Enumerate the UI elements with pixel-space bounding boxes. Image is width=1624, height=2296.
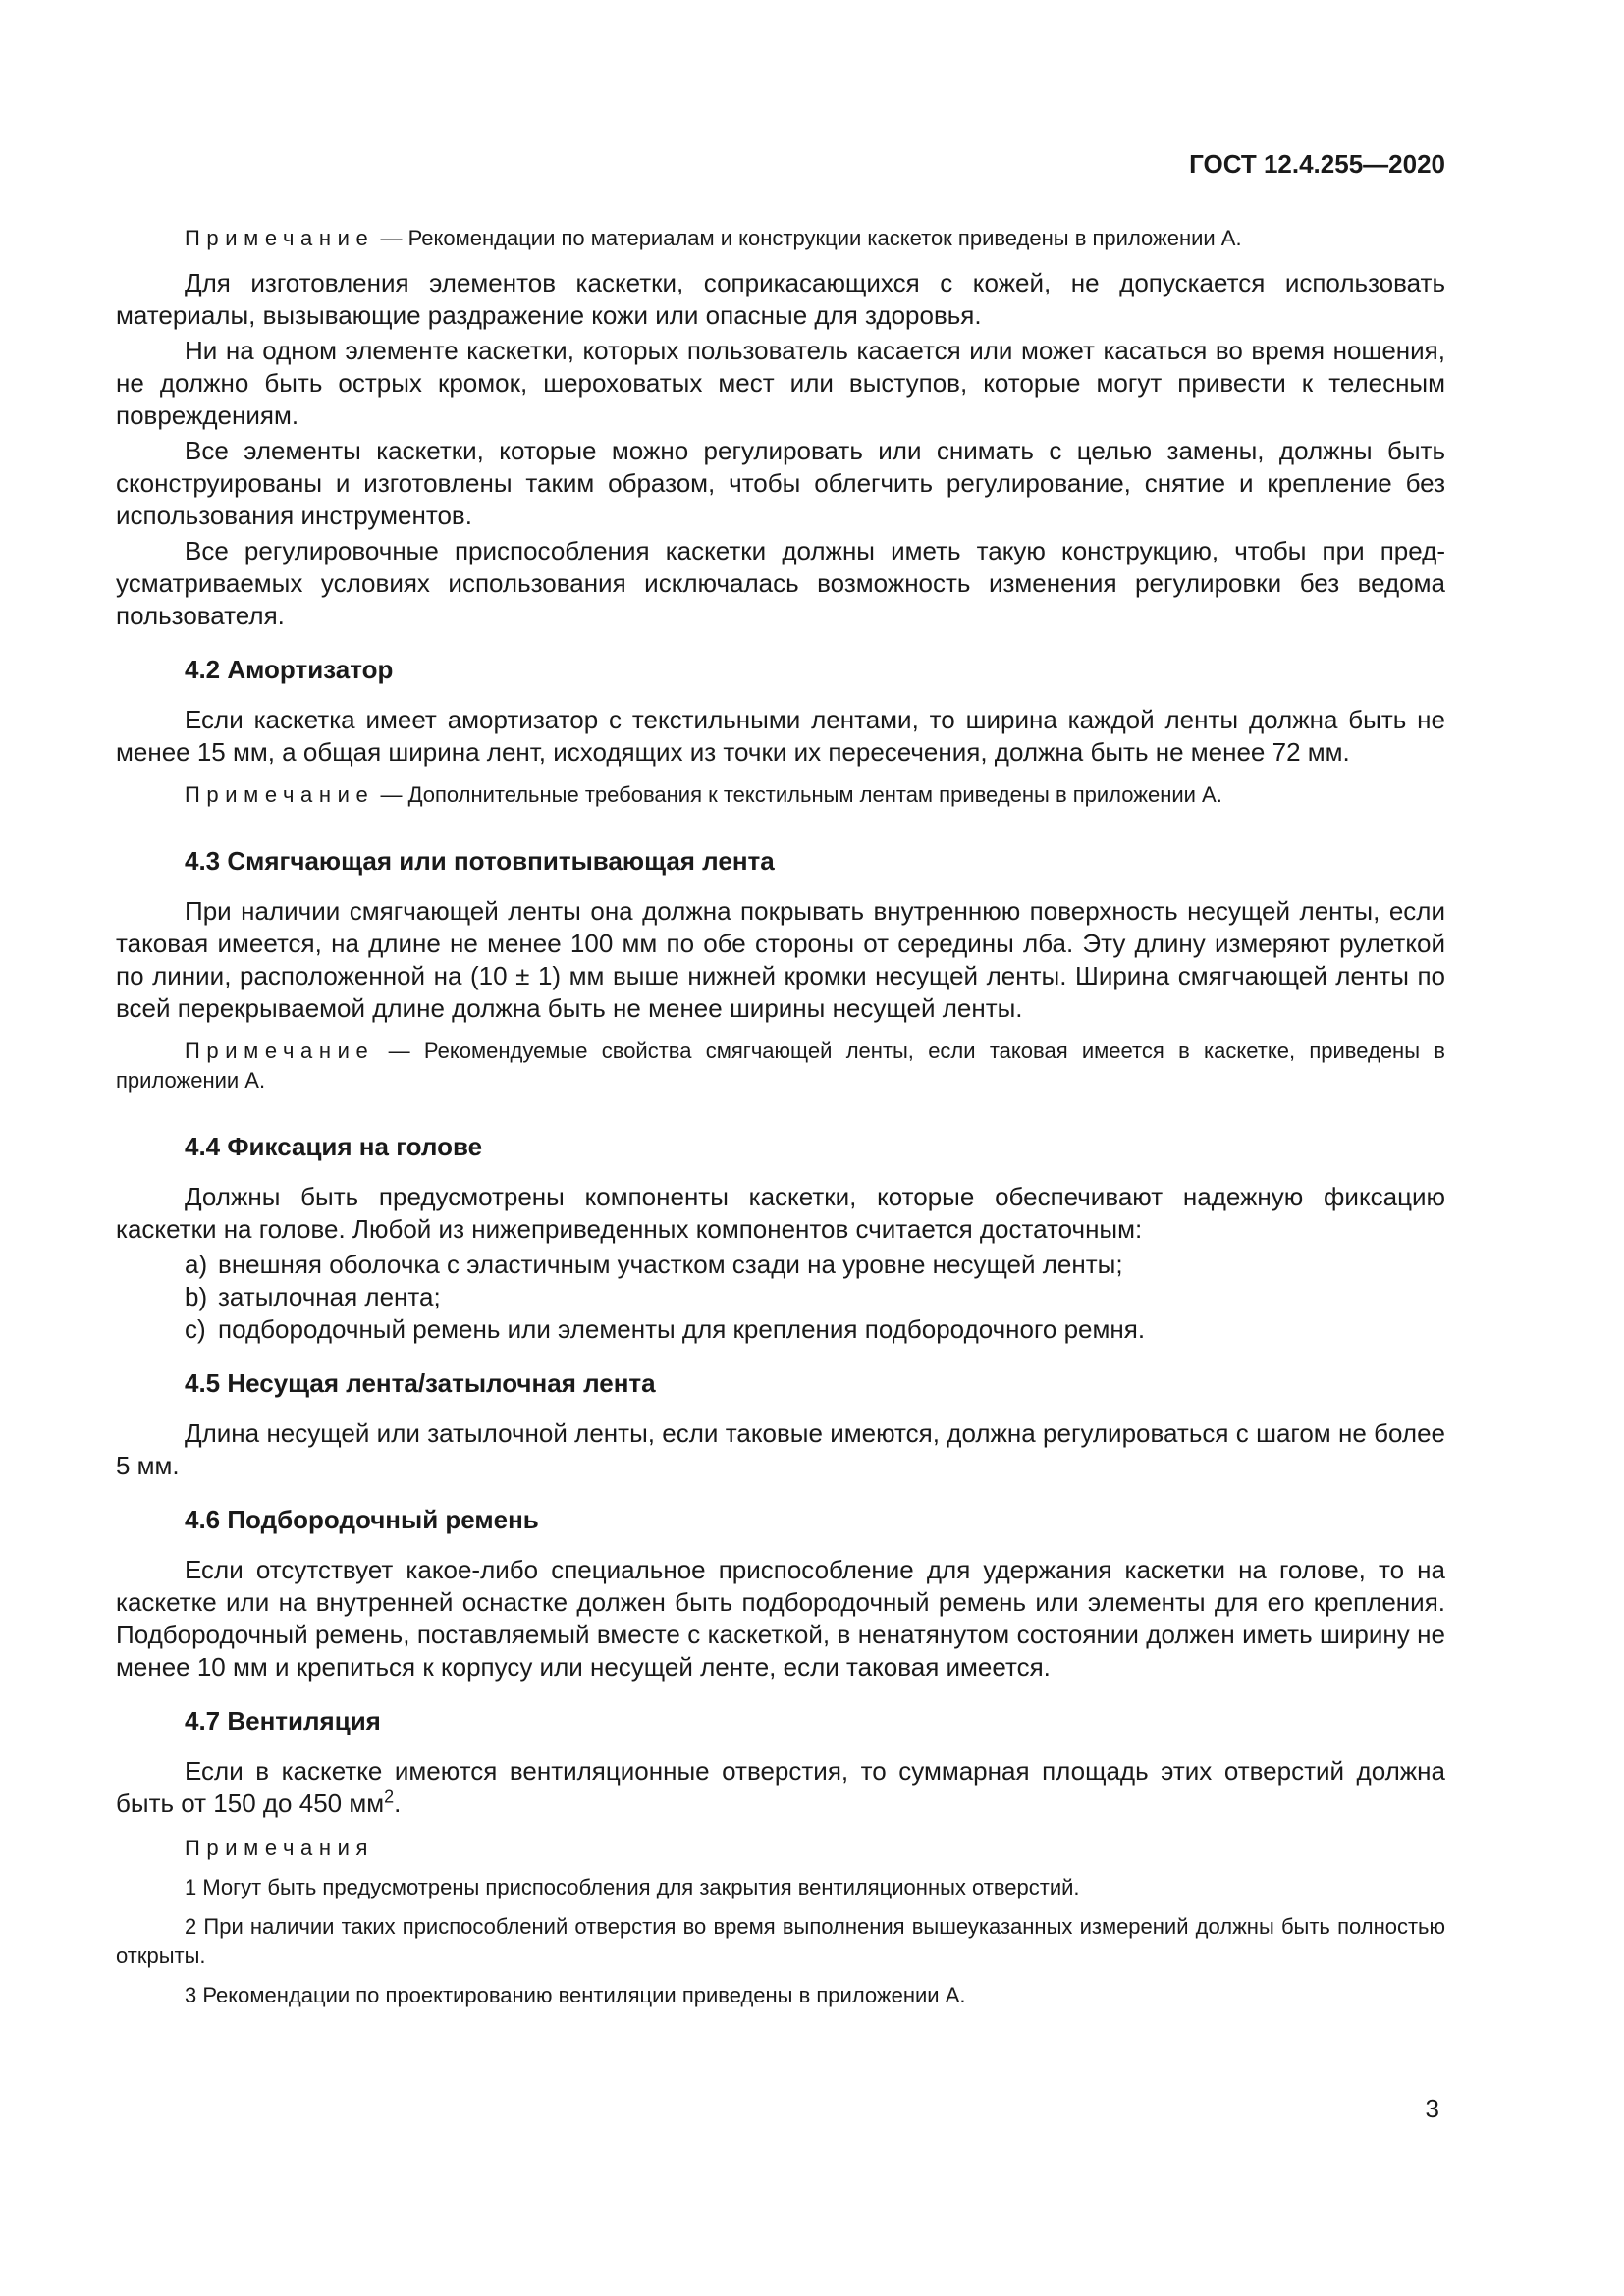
list-item bbox=[116, 1313, 1445, 1346]
superscript: 2 bbox=[384, 1787, 395, 1807]
list-item-text: внешняя оболочка с эластичным участком сзади на уровне несущей ленты; bbox=[218, 1250, 1123, 1279]
list-item bbox=[116, 1281, 1445, 1313]
note bbox=[116, 780, 1445, 810]
section-heading-4-4: 4.4 Фиксация на голове bbox=[185, 1132, 483, 1161]
note-item: 2 При наличии таких приспособлений отверстия во время выполнения вышеуказанных измерений должны быть полностью открыты. bbox=[116, 1914, 1445, 1968]
paragraph-end: . bbox=[394, 1789, 402, 1818]
section-heading-4-5: 4.5 Несущая лента/затылочная лента bbox=[185, 1368, 656, 1398]
document-id-header: ГОСТ 12.4.255—2020 bbox=[1189, 149, 1445, 179]
note-label: Примечание bbox=[185, 782, 375, 807]
list-item-text: подбородочный ремень или элементы для крепления подбородочного ремня. bbox=[218, 1314, 1146, 1344]
paragraph: Все элементы каскетки, которые можно регулировать или снимать с целью замены, должны быть сконструированы и изготовлены таким образом, чтобы облегчить регулирование, снятие и крепление без использования инструментов. bbox=[116, 436, 1445, 530]
paragraph: Должны быть предусмотрены компоненты каскетки, которые обеспечивают надежную фиксацию каскетки на голове. Любой из нижеприведенных компонентов считается достаточным: bbox=[116, 1182, 1445, 1244]
list-item bbox=[116, 1249, 1445, 1281]
note-label: Примечание bbox=[185, 226, 375, 250]
notes-heading: Примечания bbox=[185, 1836, 375, 1860]
section-heading-4-6: 4.6 Подбородочный ремень bbox=[185, 1505, 539, 1534]
note bbox=[116, 224, 1445, 253]
paragraph: Длина несущей или затылочной ленты, если таковые имеются, должна регулироваться с шагом не более 5 мм. bbox=[116, 1418, 1445, 1480]
paragraph: Если каскетка имеет амортизатор с текстильными лентами, то ширина каждой ленты должна быть не менее 15 мм, а общая ширина лент, исходящих из точки их пересечения, должна быть не менее 72 мм. bbox=[116, 705, 1445, 767]
section-heading-4-2: 4.2 Амортизатор bbox=[185, 655, 394, 684]
paragraph: При наличии смягчающей ленты она должна покрывать внутреннюю поверхность несущей ленты, если таковая имеется, на длине не менее 100 мм по обе стороны от середины лба. Эту длину измеряют рулеткой по линии, расположенной на (10 ± 1) мм выше нижней кромки несущей ленты. Ширина смягчающей ленты по всей перекрываемой длине должна быть не менее ширины несущей ленты. bbox=[116, 896, 1445, 1023]
note-text: — Дополнительные требования к текстильным лентам приведены в приложении А. bbox=[374, 782, 1222, 807]
paragraph: Все регулировочные приспособления каскетки должны иметь такую конструкцию, чтобы при предусматриваемых условиях использования исключалась возможность изменения регулировки без ведома пользователя. bbox=[116, 536, 1445, 630]
page-number: 3 bbox=[1425, 2094, 1439, 2123]
list-marker: c) bbox=[185, 1314, 206, 1344]
paragraph: Ни на одном элементе каскетки, которых пользователь касается или может касаться во время ношения, не должно быть острых кромок, шероховатых мест или выступов, которые могут привести к телесным повреждениям. bbox=[116, 336, 1445, 430]
page-content bbox=[116, 224, 1445, 2020]
section-heading-4-7: 4.7 Вентиляция bbox=[185, 1706, 381, 1735]
list-marker: b) bbox=[185, 1282, 208, 1311]
paragraph: Если отсутствует какое-либо специальное приспособление для удержания каскетки на голове, то на каскетке или на внутренней оснастке должен быть подбородочный ремень или элементы для его крепления. Подбородочный ремень, поставляемый вместе с каскеткой, в ненатянутом состоянии должен иметь ширину не менее 10 мм и крепиться к корпусу или несущей ленте, если таковая имеется. bbox=[116, 1555, 1445, 1682]
note-text: — Рекомендации по материалам и конструкции каскеток приведены в приложении А. bbox=[374, 226, 1242, 250]
section-heading-4-3: 4.3 Смягчающая или потовпитывающая лента bbox=[185, 846, 775, 876]
paragraph bbox=[116, 1755, 1445, 1820]
paragraph-text: Если в каскетке имеются вентиляционные отверстия, то суммарная площадь этих отверстий должна быть от 150 до 450 мм bbox=[116, 1756, 1445, 1818]
paragraph: Для изготовления элементов каскетки, соприкасающихся с кожей, не допускается использовать материалы, вызывающие раздражение кожи или опасные для здоровья. bbox=[116, 268, 1445, 330]
note-label: Примечание bbox=[185, 1039, 375, 1063]
list-item-text: затылочная лента; bbox=[218, 1282, 441, 1311]
note bbox=[116, 1037, 1445, 1095]
note-item: 1 Могут быть предусмотрены приспособления для закрытия вентиляционных отверстий. bbox=[185, 1875, 1080, 1899]
list-marker: a) bbox=[185, 1250, 208, 1279]
note-text: — Рекомендуемые свойства смягчающей ленты, если таковая имеется в каскетке, приведены в приложении А. bbox=[116, 1039, 1445, 1093]
note-item: 3 Рекомендации по проектированию вентиляции приведены в приложении А. bbox=[185, 1983, 966, 2007]
